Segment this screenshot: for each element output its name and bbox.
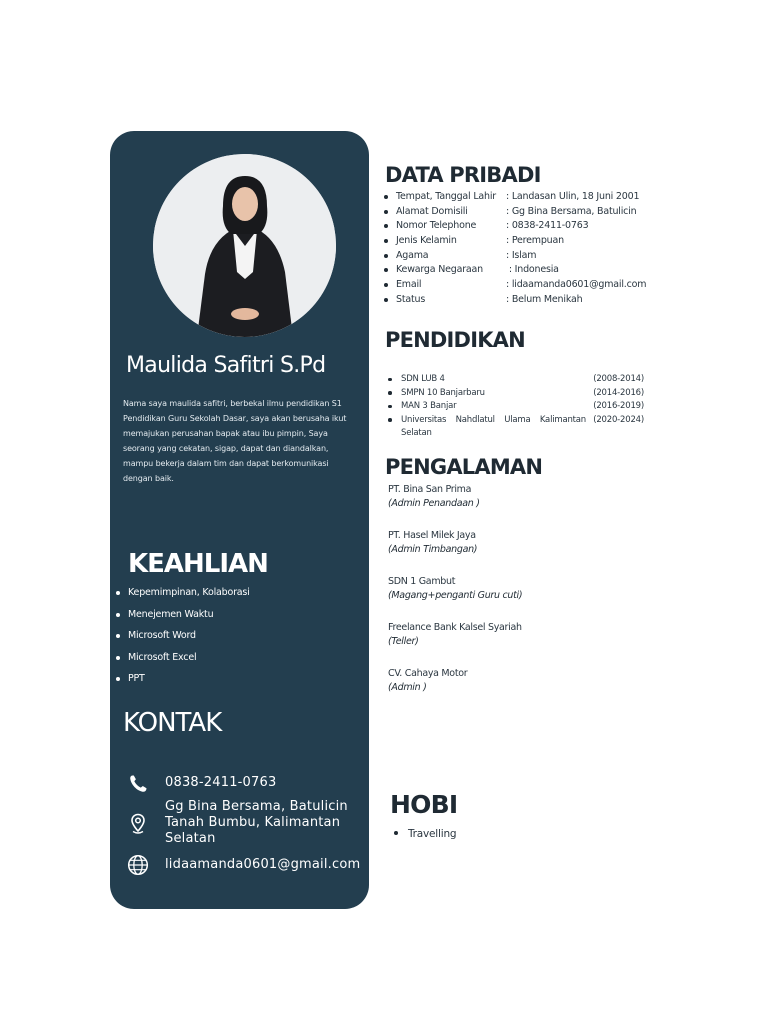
data-label: Status <box>396 293 426 305</box>
globe-icon <box>126 853 150 877</box>
data-label: Tempat, Tanggal Lahir <box>396 191 496 202</box>
list-item: Kepemimpinan, Kolaborasi <box>115 586 250 608</box>
list-item: Microsoft Word <box>115 629 250 651</box>
list-item <box>388 387 644 401</box>
data-label: Alamat Domisili <box>396 205 468 217</box>
school-years: (2008-2014) <box>593 374 644 384</box>
school-name: SDN LUB 4 <box>401 374 445 384</box>
hobby-title: HOBI <box>390 790 458 819</box>
job-role: (Admin Timbangan) <box>388 544 478 555</box>
phone-icon <box>126 772 150 796</box>
company-name: PT. Hasel Milek Jaya <box>388 530 476 541</box>
data-label: Nomor Telephone <box>396 220 477 232</box>
data-label: Jenis Kelamin <box>396 235 457 247</box>
hobby-list <box>393 826 456 842</box>
list-item: Microsoft Excel <box>115 651 250 673</box>
data-value: : Perempuan <box>506 235 564 247</box>
data-value: : lidaamanda0601@gmail.com <box>506 279 647 291</box>
data-value: : Gg Bina Bersama, Batulicin <box>506 205 637 217</box>
list-item <box>388 666 522 712</box>
job-role: (Teller) <box>388 636 419 647</box>
contact-address: Gg Bina Bersama, Batulicin Tanah Bumbu, Kalimantan Selatan <box>165 799 348 846</box>
data-value: : Belum Menikah <box>506 293 583 305</box>
profile-sidebar <box>110 131 369 909</box>
job-role: (Admin Penandaan ) <box>388 498 480 509</box>
profile-name: Maulida Safitri S.Pd <box>126 353 326 378</box>
list-item <box>388 528 522 574</box>
company-name: SDN 1 Gambut <box>388 576 456 587</box>
school-name: SMPN 10 Banjarbaru <box>401 387 485 398</box>
list-item: Travelling <box>393 826 456 842</box>
list-item <box>388 414 644 440</box>
school-name: Universitas Nahdlatul Ulama Kalimantan <box>401 414 586 425</box>
company-name: Freelance Bank Kalsel Syariah <box>388 622 522 633</box>
data-value: : Islam <box>506 249 537 261</box>
education-list <box>388 373 644 440</box>
personal-data-title: DATA PRIBADI <box>385 163 541 187</box>
job-role: (Magang+penganti Guru cuti) <box>388 590 523 601</box>
data-value: : Indonesia <box>506 264 559 276</box>
profile-photo <box>153 154 336 337</box>
list-item <box>388 620 522 666</box>
school-years: (2020-2024) <box>593 414 644 425</box>
contact-email: lidaamanda0601@gmail.com <box>165 857 361 872</box>
school-name: MAN 3 Banjar <box>401 401 457 411</box>
skills-title: KEAHLIAN <box>128 549 268 579</box>
contact-title: KONTAK <box>123 708 222 738</box>
company-name: CV. Cahaya Motor <box>388 668 468 679</box>
experience-list <box>388 482 522 712</box>
list-item: PPT <box>115 672 250 694</box>
profile-summary: Nama saya maulida safitri, berbekal ilmu pendidikan S1 Pendidikan Guru Sekolah Dasar, saya akan berusaha ikut memajukan perusahan bapak atau ibu pimpin, Saya seorang yang cekatan, sigap, dapat dan diandalkan, mampu bekerja dalam tim dan dapat berkomunikasi dengan baik. <box>123 399 347 483</box>
data-value: : 0838-2411-0763 <box>506 220 589 232</box>
contact-phone: 0838-2411-0763 <box>165 775 277 790</box>
data-label: Email <box>396 279 422 291</box>
job-role: (Admin ) <box>388 682 427 693</box>
school-years: (2016-2019) <box>593 401 644 411</box>
list-item <box>388 400 644 414</box>
list-item: Menejemen Waktu <box>115 608 250 630</box>
company-name: PT. Bina San Prima <box>388 484 472 495</box>
list-item <box>388 373 644 387</box>
list-item <box>388 482 522 528</box>
experience-title: PENGALAMAN <box>385 455 543 479</box>
skills-list <box>115 586 250 694</box>
school-years: (2014-2016) <box>593 387 644 398</box>
data-value: : Landasan Ulin, 18 Juni 2001 <box>506 191 640 202</box>
education-title: PENDIDIKAN <box>385 328 525 352</box>
school-name-continued: Selatan <box>401 427 432 438</box>
data-label: Agama <box>396 249 429 261</box>
list-item <box>388 574 522 620</box>
data-label: Kewarga Negaraan <box>396 264 483 276</box>
location-pin-icon <box>126 812 150 836</box>
